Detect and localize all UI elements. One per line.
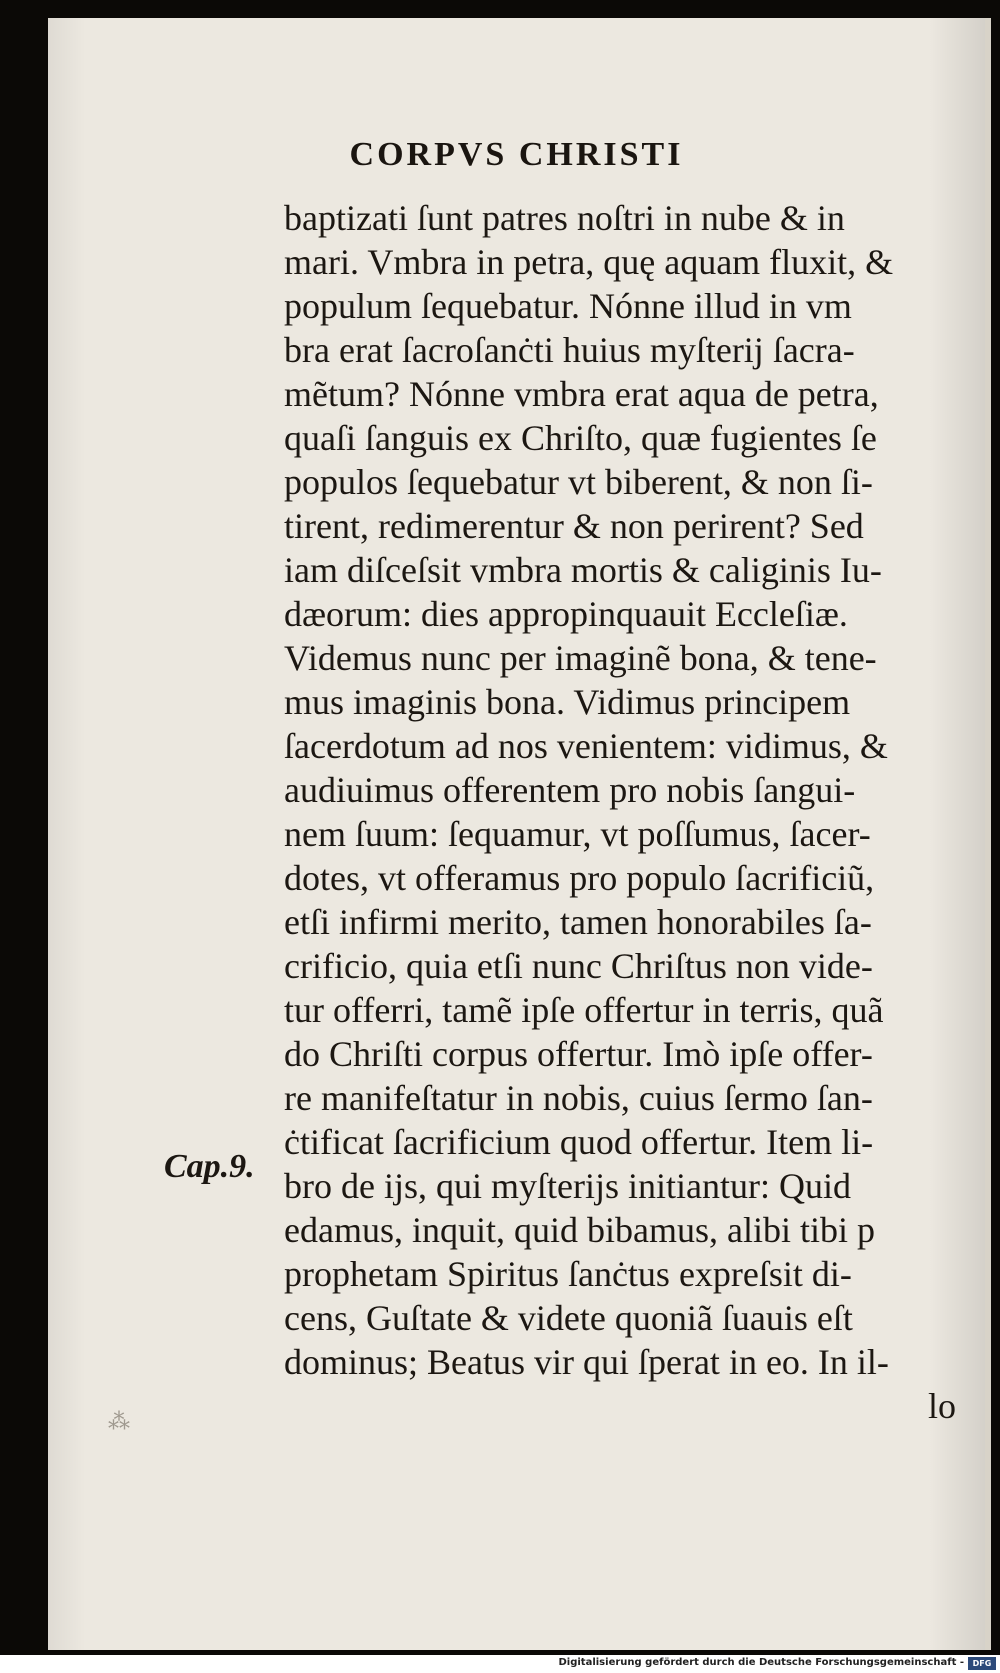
text-line: tur offerri, tamẽ ipſe offertur in terris, quã [284, 990, 884, 1030]
margin-note: Cap.9. [164, 1148, 255, 1185]
dfg-logo: DFG [968, 1657, 996, 1670]
text-line: mẽtum? Nónne vmbra erat aqua de petra, [284, 374, 879, 414]
text-line: Videmus nunc per imaginẽ bona, & tene- [284, 638, 877, 678]
paper-blemish: ⁂ [108, 1410, 130, 1435]
text-line: populum ſequebatur. Nónne illud in vm [284, 286, 852, 326]
text-line: audiuimus offerentem pro nobis ſangui- [284, 770, 856, 810]
footer-credit: Digitalisierung gefördert durch die Deutsche Forschungsgemeinschaft - [558, 1657, 964, 1668]
text-line: dotes, vt offeramus pro populo ſacrificiũ, [284, 858, 875, 898]
text-line: prophetam Spiritus ſanċtus expreſsit di- [284, 1254, 852, 1294]
text-line: etſi infirmi merito, tamen honorabiles ſa- [284, 902, 872, 942]
text-line: cens, Guſtate & videte quoniã ſuauis eſt [284, 1298, 853, 1338]
text-line: ſacerdotum ad nos venientem: vidimus, & [284, 726, 888, 766]
text-line: bro de ijs, qui myſterijs initiantur: Quid [284, 1166, 851, 1206]
text-line: dominus; Beatus vir qui ſperat in eo. In il- [284, 1342, 889, 1382]
text-line: nem ſuum: ſequamur, vt poſſumus, ſacer- [284, 814, 871, 854]
text-line: re manifeſtatur in nobis, cuius ſermo ſan- [284, 1078, 873, 1118]
page-edge-strip [985, 18, 991, 1650]
text-line: baptizati ſunt patres noſtri in nube & in [284, 198, 845, 238]
text-line: ċtificat ſacrificium quod offertur. Item li- [284, 1122, 874, 1162]
text-line: mari. Vmbra in petra, quę aquam fluxit, & [284, 242, 894, 282]
book-page [48, 18, 985, 1650]
text-line: mus imaginis bona. Vidimus principem [284, 682, 851, 722]
running-head: CORPVS CHRISTI [349, 136, 684, 173]
text-line: crificio, quia etſi nunc Chriſtus non vide- [284, 946, 873, 986]
text-line: iam diſceſsit vmbra mortis & caliginis Iu- [284, 550, 882, 590]
text-line: dæorum: dies appropinquauit Eccleſiæ. [284, 594, 848, 634]
catchword: lo [927, 1386, 956, 1426]
text-line: populos ſequebatur vt biberent, & non ſi- [284, 462, 873, 502]
text-block [284, 196, 974, 1428]
text-line: do Chriſti corpus offertur. Imò ipſe offer- [284, 1034, 873, 1074]
text-line: bra erat ſacroſanċti huius myſterij ſacra- [284, 330, 855, 370]
text-line: tirent, redimerentur & non perirent? Sed [284, 506, 864, 546]
text-line: quaſi ſanguis ex Chriſto, quæ fugientes ſe [284, 418, 877, 458]
text-line: edamus, inquit, quid bibamus, alibi tibi p [284, 1210, 875, 1250]
